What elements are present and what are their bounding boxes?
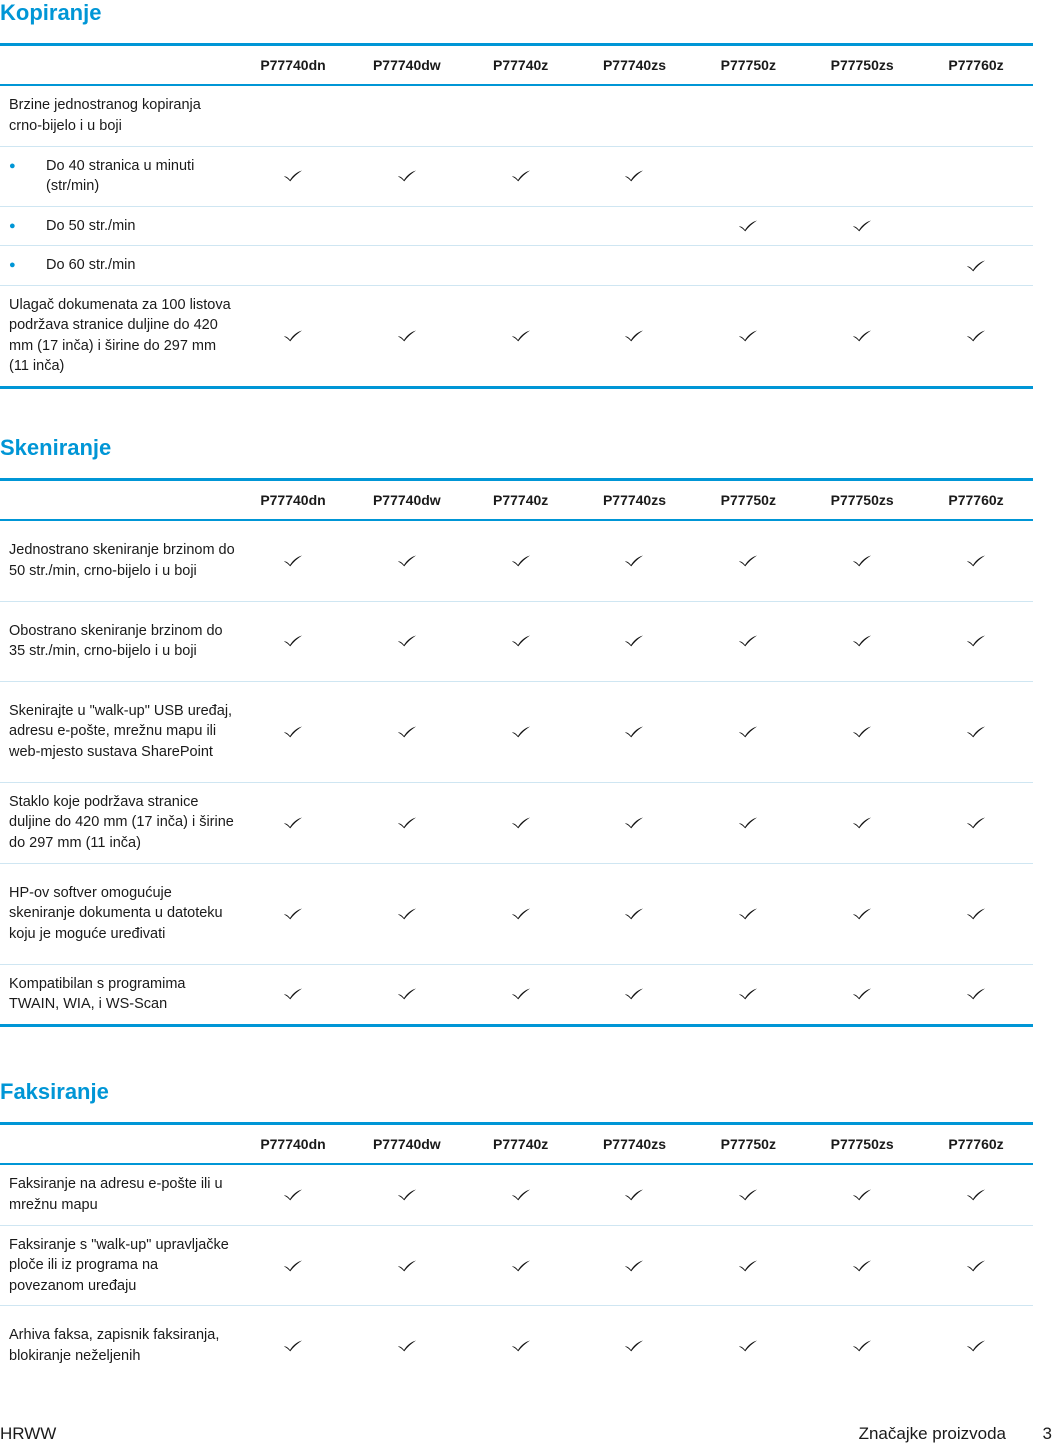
- feature-label: Do 60 str./min: [46, 257, 136, 273]
- product-column-header: P77760z: [919, 45, 1033, 86]
- support-cell: [805, 681, 919, 782]
- checkmark-icon: [283, 634, 303, 647]
- footer-doc-code: HRWW: [0, 1424, 57, 1443]
- support-cell: [464, 863, 578, 964]
- checkmark-icon: [624, 725, 644, 738]
- support-cell: [464, 782, 578, 863]
- support-cell: [691, 85, 805, 146]
- checkmark-icon: [397, 634, 417, 647]
- feature-cell: [0, 85, 236, 146]
- table-row: [0, 520, 1033, 601]
- feature-label: Kompatibilan s programima TWAIN, WIA, i WS-Scan: [9, 975, 186, 1012]
- feature-label: Arhiva faksa, zapisnik faksiranja, blokiranje neželjenih: [9, 1327, 220, 1364]
- support-cell: [578, 782, 692, 863]
- support-cell: [578, 246, 692, 286]
- feature-column-header: [0, 45, 236, 86]
- support-cell: [805, 782, 919, 863]
- checkmark-icon: [738, 1188, 758, 1201]
- feature-label: Brzine jednostranog kopiranja crno-bijelo i u boji: [9, 97, 201, 134]
- checkmark-icon: [511, 1339, 531, 1352]
- support-cell: [236, 863, 350, 964]
- support-cell: [919, 206, 1033, 246]
- support-cell: [578, 1164, 692, 1225]
- feature-cell: [0, 863, 236, 964]
- feature-cell: [0, 601, 236, 681]
- checkmark-icon: [624, 907, 644, 920]
- support-cell: [464, 246, 578, 286]
- checkmark-icon: [852, 554, 872, 567]
- support-cell: [919, 681, 1033, 782]
- support-cell: [691, 246, 805, 286]
- checkmark-icon: [624, 1188, 644, 1201]
- support-cell: [236, 681, 350, 782]
- checkmark-icon: [397, 816, 417, 829]
- support-cell: [578, 85, 692, 146]
- section-title: Skeniranje: [0, 435, 112, 460]
- support-cell: [691, 146, 805, 206]
- product-column-header: P77760z: [919, 1124, 1033, 1165]
- feature-cell: [0, 206, 236, 246]
- feature-cell: [0, 285, 236, 387]
- checkmark-icon: [397, 169, 417, 182]
- checkmark-icon: [397, 987, 417, 1000]
- support-cell: [236, 85, 350, 146]
- table-row: [0, 782, 1033, 863]
- checkmark-icon: [966, 259, 986, 272]
- table-row: [0, 85, 1033, 146]
- support-cell: [919, 520, 1033, 601]
- header-row: [0, 480, 1033, 521]
- support-cell: [578, 1225, 692, 1306]
- checkmark-icon: [283, 554, 303, 567]
- support-cell: [691, 1225, 805, 1306]
- support-cell: [691, 782, 805, 863]
- product-column-header: P77740zs: [578, 45, 692, 86]
- footer-section-name: Značajke proizvoda: [858, 1424, 1006, 1443]
- checkmark-icon: [966, 725, 986, 738]
- checkmark-icon: [624, 169, 644, 182]
- feature-cell: [0, 520, 236, 601]
- support-cell: [578, 285, 692, 387]
- support-cell: [578, 601, 692, 681]
- section-faksiranje: [0, 1079, 1033, 1386]
- support-cell: [578, 520, 692, 601]
- support-cell: [464, 601, 578, 681]
- product-column-header: P77740dn: [236, 45, 350, 86]
- support-cell: [578, 206, 692, 246]
- bullet-icon: ●: [9, 159, 16, 172]
- checkmark-icon: [511, 725, 531, 738]
- product-column-header: P77750zs: [805, 45, 919, 86]
- checkmark-icon: [966, 634, 986, 647]
- checkmark-icon: [624, 816, 644, 829]
- table-row: [0, 1225, 1033, 1306]
- checkmark-icon: [852, 634, 872, 647]
- support-cell: [350, 964, 464, 1025]
- support-cell: [350, 1306, 464, 1386]
- support-cell: [350, 863, 464, 964]
- checkmark-icon: [852, 1339, 872, 1352]
- checkmark-icon: [738, 907, 758, 920]
- checkmark-icon: [283, 725, 303, 738]
- feature-cell: [0, 1164, 236, 1225]
- feature-cell: [0, 1225, 236, 1306]
- support-cell: [691, 285, 805, 387]
- checkmark-icon: [511, 329, 531, 342]
- table-row: [0, 863, 1033, 964]
- feature-cell: [0, 1306, 236, 1386]
- support-cell: [236, 206, 350, 246]
- checkmark-icon: [738, 725, 758, 738]
- feature-cell: [0, 681, 236, 782]
- checkmark-icon: [397, 1339, 417, 1352]
- checkmark-icon: [738, 554, 758, 567]
- support-cell: [691, 681, 805, 782]
- table-row: [0, 146, 1033, 206]
- feature-label: Ulagač dokumenata za 100 listova podržava stranice duljine do 420 mm (17 inča) i širine do 297 mm (11 inča): [9, 296, 231, 374]
- support-cell: [691, 863, 805, 964]
- checkmark-icon: [966, 987, 986, 1000]
- feature-cell: [0, 782, 236, 863]
- support-cell: [578, 863, 692, 964]
- support-cell: [919, 1225, 1033, 1306]
- table-row: [0, 964, 1033, 1025]
- support-cell: [236, 964, 350, 1025]
- product-column-header: P77740dw: [350, 1124, 464, 1165]
- support-cell: [805, 146, 919, 206]
- support-cell: [464, 206, 578, 246]
- support-cell: [919, 246, 1033, 286]
- footer-page-number: 3: [1042, 1424, 1052, 1443]
- support-cell: [805, 601, 919, 681]
- support-cell: [236, 246, 350, 286]
- product-column-header: P77740zs: [578, 480, 692, 521]
- checkmark-icon: [738, 634, 758, 647]
- feature-label: Obostrano skeniranje brzinom do 35 str./min, crno-bijelo i u boji: [9, 622, 223, 659]
- product-column-header: P77740dn: [236, 1124, 350, 1165]
- support-cell: [236, 782, 350, 863]
- checkmark-icon: [738, 1339, 758, 1352]
- product-column-header: P77760z: [919, 480, 1033, 521]
- support-cell: [464, 146, 578, 206]
- support-cell: [236, 520, 350, 601]
- support-cell: [464, 964, 578, 1025]
- support-cell: [350, 246, 464, 286]
- support-cell: [919, 146, 1033, 206]
- checkmark-icon: [511, 987, 531, 1000]
- support-cell: [919, 601, 1033, 681]
- checkmark-icon: [738, 329, 758, 342]
- checkmark-icon: [738, 816, 758, 829]
- support-cell: [805, 1306, 919, 1386]
- checkmark-icon: [966, 1259, 986, 1272]
- support-cell: [350, 206, 464, 246]
- checkmark-icon: [397, 907, 417, 920]
- support-cell: [578, 146, 692, 206]
- checkmark-icon: [738, 1259, 758, 1272]
- support-cell: [919, 1306, 1033, 1386]
- checkmark-icon: [397, 554, 417, 567]
- checkmark-icon: [624, 554, 644, 567]
- section-skeniranje: [0, 435, 1033, 1027]
- support-cell: [236, 1306, 350, 1386]
- checkmark-icon: [966, 816, 986, 829]
- checkmark-icon: [283, 169, 303, 182]
- checkmark-icon: [966, 554, 986, 567]
- product-column-header: P77750z: [691, 45, 805, 86]
- support-cell: [350, 1164, 464, 1225]
- support-cell: [236, 1164, 350, 1225]
- checkmark-icon: [966, 329, 986, 342]
- table-row: [0, 681, 1033, 782]
- table-row: [0, 1306, 1033, 1386]
- product-column-header: P77750z: [691, 480, 805, 521]
- table-row: [0, 206, 1033, 246]
- checkmark-icon: [511, 816, 531, 829]
- support-cell: [919, 1164, 1033, 1225]
- support-cell: [805, 863, 919, 964]
- support-cell: [350, 1225, 464, 1306]
- feature-label: Jednostrano skeniranje brzinom do 50 str./min, crno-bijelo i u boji: [9, 542, 235, 579]
- checkmark-icon: [283, 329, 303, 342]
- support-cell: [464, 285, 578, 387]
- bullet-icon: ●: [9, 259, 16, 271]
- support-cell: [464, 681, 578, 782]
- support-cell: [919, 863, 1033, 964]
- header-row: [0, 45, 1033, 86]
- checkmark-icon: [511, 1259, 531, 1272]
- spec-table: [0, 478, 1033, 1027]
- checkmark-icon: [283, 1188, 303, 1201]
- checkmark-icon: [852, 725, 872, 738]
- support-cell: [691, 1164, 805, 1225]
- product-column-header: P77750zs: [805, 1124, 919, 1165]
- feature-label: HP-ov softver omogućuje skeniranje dokumenta u datoteku koju je moguće uređivati: [9, 884, 223, 942]
- product-column-header: P77750zs: [805, 480, 919, 521]
- feature-label: Skenirajte u "walk-up" USB uređaj, adresu e-pošte, mrežnu mapu ili web-mjesto sustava SharePoint: [9, 702, 233, 760]
- support-cell: [350, 146, 464, 206]
- support-cell: [919, 285, 1033, 387]
- table-row: [0, 246, 1033, 286]
- checkmark-icon: [283, 987, 303, 1000]
- feature-cell: [0, 964, 236, 1025]
- checkmark-icon: [738, 987, 758, 1000]
- feature-label: Do 40 stranica u minuti (str/min): [46, 157, 195, 194]
- bullet-icon: ●: [9, 219, 16, 232]
- checkmark-icon: [624, 634, 644, 647]
- checkmark-icon: [511, 1188, 531, 1201]
- checkmark-icon: [624, 987, 644, 1000]
- product-column-header: P77740dw: [350, 480, 464, 521]
- checkmark-icon: [397, 725, 417, 738]
- support-cell: [805, 85, 919, 146]
- table-row: [0, 1164, 1033, 1225]
- checkmark-icon: [397, 1188, 417, 1201]
- support-cell: [350, 601, 464, 681]
- support-cell: [464, 1164, 578, 1225]
- support-cell: [236, 1225, 350, 1306]
- support-cell: [805, 206, 919, 246]
- checkmark-icon: [852, 219, 872, 232]
- support-cell: [464, 520, 578, 601]
- section-title: Kopiranje: [0, 0, 102, 25]
- support-cell: [236, 285, 350, 387]
- checkmark-icon: [283, 816, 303, 829]
- support-cell: [464, 85, 578, 146]
- checkmark-icon: [966, 1188, 986, 1201]
- feature-column-header: [0, 1124, 236, 1165]
- support-cell: [805, 520, 919, 601]
- support-cell: [805, 964, 919, 1025]
- section-kopiranje: [0, 0, 1033, 389]
- product-column-header: P77740dw: [350, 45, 464, 86]
- feature-label: Faksiranje s "walk-up" upravljačke ploče ili iz programa na povezanom uređaju: [9, 1236, 229, 1294]
- checkmark-icon: [852, 816, 872, 829]
- spec-table: [0, 43, 1033, 389]
- feature-cell: [0, 146, 236, 206]
- support-cell: [464, 1306, 578, 1386]
- support-cell: [578, 1306, 692, 1386]
- product-column-header: P77740z: [464, 45, 578, 86]
- product-column-header: P77740dn: [236, 480, 350, 521]
- support-cell: [578, 681, 692, 782]
- support-cell: [350, 285, 464, 387]
- checkmark-icon: [966, 1339, 986, 1352]
- support-cell: [919, 85, 1033, 146]
- support-cell: [691, 206, 805, 246]
- checkmark-icon: [966, 907, 986, 920]
- checkmark-icon: [852, 907, 872, 920]
- product-column-header: P77740z: [464, 480, 578, 521]
- checkmark-icon: [852, 1188, 872, 1201]
- support-cell: [805, 1225, 919, 1306]
- support-cell: [350, 85, 464, 146]
- checkmark-icon: [283, 1259, 303, 1272]
- product-column-header: P77740z: [464, 1124, 578, 1165]
- support-cell: [919, 964, 1033, 1025]
- checkmark-icon: [283, 1339, 303, 1352]
- support-cell: [350, 681, 464, 782]
- support-cell: [578, 964, 692, 1025]
- support-cell: [691, 601, 805, 681]
- feature-cell: [0, 246, 236, 286]
- support-cell: [350, 520, 464, 601]
- checkmark-icon: [852, 987, 872, 1000]
- feature-label: Faksiranje na adresu e-pošte ili u mrežnu mapu: [9, 1176, 223, 1213]
- header-row: [0, 1124, 1033, 1165]
- checkmark-icon: [624, 329, 644, 342]
- support-cell: [805, 1164, 919, 1225]
- product-column-header: P77750z: [691, 1124, 805, 1165]
- checkmark-icon: [624, 1259, 644, 1272]
- feature-column-header: [0, 480, 236, 521]
- page-footer: [0, 1424, 1052, 1446]
- table-row: [0, 601, 1033, 681]
- checkmark-icon: [852, 329, 872, 342]
- checkmark-icon: [283, 907, 303, 920]
- support-cell: [464, 1225, 578, 1306]
- support-cell: [805, 285, 919, 387]
- feature-label: Do 50 str./min: [46, 217, 136, 234]
- checkmark-icon: [511, 169, 531, 182]
- checkmark-icon: [511, 634, 531, 647]
- table-row: [0, 285, 1033, 387]
- checkmark-icon: [852, 1259, 872, 1272]
- support-cell: [805, 246, 919, 286]
- checkmark-icon: [397, 329, 417, 342]
- checkmark-icon: [738, 219, 758, 232]
- section-title: Faksiranje: [0, 1079, 109, 1104]
- checkmark-icon: [624, 1339, 644, 1352]
- support-cell: [236, 146, 350, 206]
- spec-table: [0, 1122, 1033, 1386]
- support-cell: [691, 1306, 805, 1386]
- support-cell: [919, 782, 1033, 863]
- support-cell: [350, 782, 464, 863]
- checkmark-icon: [397, 1259, 417, 1272]
- checkmark-icon: [511, 907, 531, 920]
- feature-label: Staklo koje podržava stranice duljine do 420 mm (17 inča) i širine do 297 mm (11 inča): [9, 793, 234, 851]
- product-column-header: P77740zs: [578, 1124, 692, 1165]
- support-cell: [691, 520, 805, 601]
- support-cell: [236, 601, 350, 681]
- checkmark-icon: [511, 554, 531, 567]
- support-cell: [691, 964, 805, 1025]
